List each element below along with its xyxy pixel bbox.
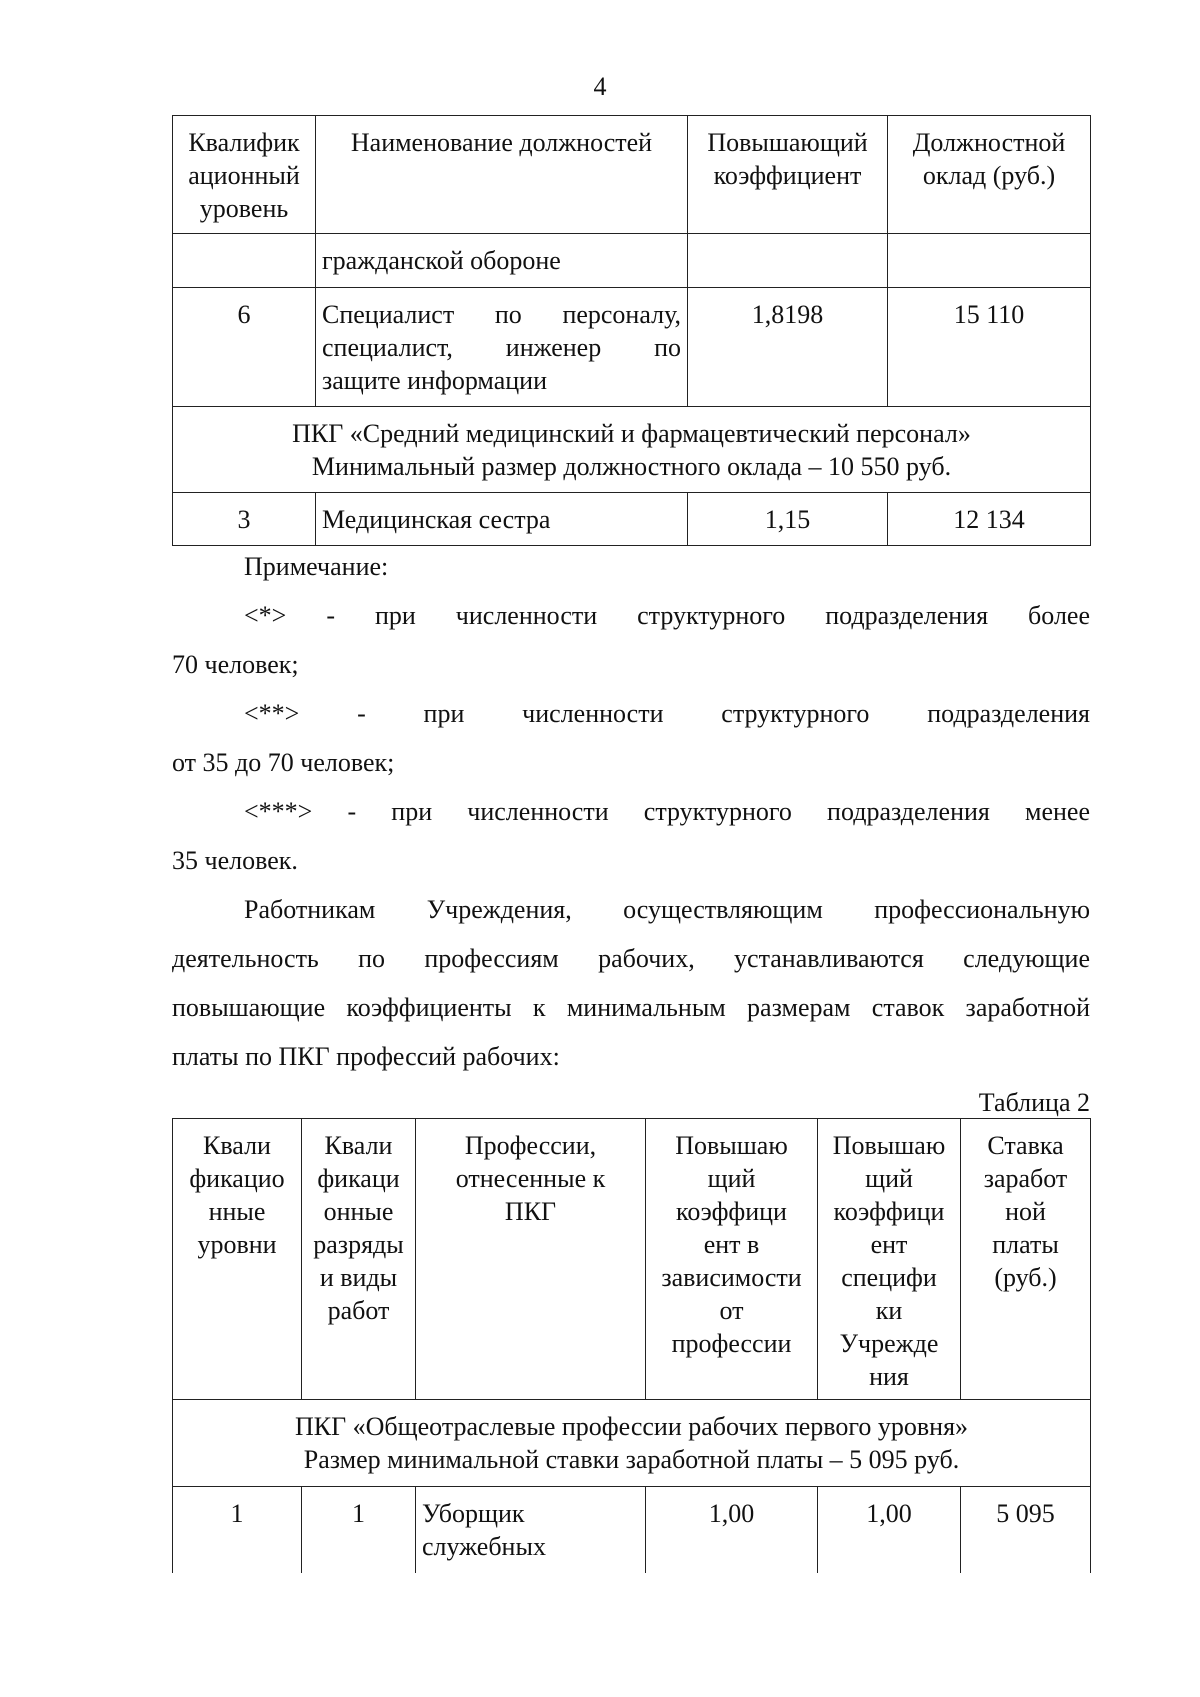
page-number: 4 <box>593 72 607 101</box>
header-rate: Ставка заработ ной платы (руб.) <box>961 1119 1091 1400</box>
group-header-cell <box>173 407 1091 493</box>
table-header-row <box>173 116 1091 234</box>
group-title: ПКГ «Средний медицинский и фармацевтический персонал» <box>292 419 971 448</box>
cell-coefficient <box>688 234 888 288</box>
header-qualification-level: Квалифик ационный уровень <box>173 116 316 234</box>
table-row <box>173 288 1091 407</box>
header-profession-coefficient: Повышаю щий коэффици ент в зависимости от профессии <box>646 1119 818 1400</box>
cell-level: 3 <box>173 493 316 546</box>
cell-institution-coefficient: 1,00 <box>818 1487 961 1573</box>
header-coefficient: Повышающий коэффициент <box>688 116 888 234</box>
table-row <box>173 234 1091 288</box>
cell-salary: 12 134 <box>888 493 1091 546</box>
table-header-row <box>173 1119 1091 1400</box>
position-line: Специалист по персоналу, <box>322 300 681 329</box>
cell-coefficient: 1,8198 <box>688 288 888 407</box>
cell-level: 1 <box>173 1487 302 1573</box>
cell-rate: 5 095 <box>961 1487 1091 1573</box>
table-row <box>173 493 1091 546</box>
group-header-cell <box>173 1400 1091 1487</box>
cell-level: 6 <box>173 288 316 407</box>
header-salary: Должностной оклад (руб.) <box>888 116 1091 234</box>
cell-level <box>173 234 316 288</box>
paragraph-line-4: платы по ПКГ профессий рабочих: <box>172 1042 560 1071</box>
header-qualification-levels: Квали фикацио нные уровни <box>173 1119 302 1400</box>
paragraph-line-1: Работникам Учреждения, осуществляющим профессиональную <box>244 895 1090 924</box>
table-caption: Таблица 2 <box>978 1088 1090 1117</box>
cell-position-name: гражданской обороне <box>316 234 688 288</box>
note-item-1-line-1: <*> - при численности структурного подразделения более <box>244 601 1090 630</box>
workers-table <box>172 1118 1091 1573</box>
cell-salary: 15 110 <box>888 288 1091 407</box>
note-item-2-line-2: от 35 до 70 человек; <box>172 748 395 777</box>
cell-position-name: Медицинская сестра <box>316 493 688 546</box>
cell-grade: 1 <box>302 1487 416 1573</box>
note-item-2-line-1: <**> - при численности структурного подразделения <box>244 699 1090 728</box>
cell-salary <box>888 234 1091 288</box>
group-header-row <box>173 407 1091 493</box>
note-item-3-line-1: <***> - при численности структурного подразделения менее <box>244 797 1090 826</box>
group-min-rate: Размер минимальной ставки заработной платы – 5 095 руб. <box>303 1445 960 1474</box>
header-position-name: Наименование должностей <box>316 116 688 234</box>
group-title: ПКГ «Общеотраслевые профессии рабочих первого уровня» <box>294 1412 969 1441</box>
group-header-row <box>173 1400 1091 1487</box>
cell-profession-coefficient: 1,00 <box>646 1487 818 1573</box>
header-institution-coefficient: Повышаю щий коэффици ент специфи ки Учрежде ния <box>818 1119 961 1400</box>
note-title: Примечание: <box>244 552 389 581</box>
table-row <box>173 1487 1091 1573</box>
note-item-3-line-2: 35 человек. <box>172 846 298 875</box>
position-line: специалист, инженер по <box>322 333 681 362</box>
note-item-1-line-2: 70 человек; <box>172 650 299 679</box>
position-line: защите информации <box>322 366 547 395</box>
paragraph-line-3: повышающие коэффициенты к минимальным размерам ставок заработной <box>172 993 1090 1022</box>
cell-profession: Уборщик служебных <box>416 1487 646 1573</box>
positions-table <box>172 115 1091 546</box>
header-professions: Профессии, отнесенные к ПКГ <box>416 1119 646 1400</box>
cell-position-name <box>316 288 688 407</box>
header-grades: Квали фикаци онные разряды и виды работ <box>302 1119 416 1400</box>
group-min-salary: Минимальный размер должностного оклада – 10 550 руб. <box>311 452 952 481</box>
paragraph-line-2: деятельность по профессиям рабочих, устанавливаются следующие <box>172 944 1090 973</box>
cell-coefficient: 1,15 <box>688 493 888 546</box>
